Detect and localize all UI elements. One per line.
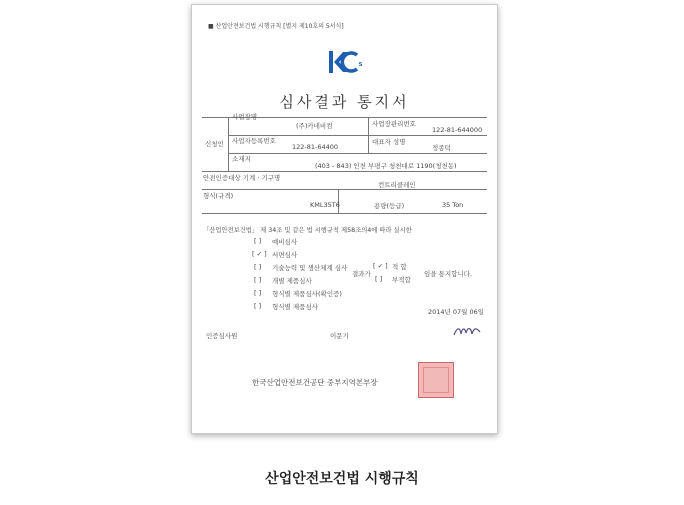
business-name-value: (주)카네비컴 (296, 122, 333, 130)
document-title: 심사결과 통지서 (279, 93, 410, 111)
check-box: [ ] (254, 289, 262, 297)
svg-text:s: s (358, 61, 363, 68)
kcs-logo-icon (328, 49, 364, 77)
certificate-document (191, 4, 498, 434)
representative-label: 대표자 성명 (372, 138, 406, 146)
examiner-name: 이문기 (330, 332, 349, 340)
notice-text: 임을 통지합니다. (424, 270, 473, 278)
check-label: 서면심사 (272, 251, 298, 259)
machine-value: 컨트리클레인 (378, 181, 416, 189)
model-value: KML35T6 (310, 201, 340, 209)
business-reg-no-value: 122-81-64400 (292, 143, 339, 151)
machine-label: 안전인증대상 기계 · 기구명 (203, 174, 281, 182)
result-option: 적 합 (392, 263, 407, 271)
table-line (202, 171, 487, 172)
result-box: [ ] (375, 275, 383, 283)
table-line (368, 117, 369, 153)
capacity-value: 35 Ton (442, 201, 464, 209)
applicant-label: 신청인 (205, 140, 224, 148)
table-line (228, 153, 487, 154)
form-header-note: ■ 산업안전보건법 시행규칙 [별지 제10호의 5서식] (208, 23, 344, 30)
check-label: 형식별 제품심사(확인증) (272, 290, 342, 298)
table-line (228, 117, 229, 171)
check-label: 개별 제품심사 (272, 277, 312, 285)
table-line (202, 189, 487, 190)
table-line (202, 213, 487, 214)
business-name-label: 사업장명 (232, 113, 258, 121)
check-label: 예비심사 (272, 238, 298, 246)
check-box: [ ] (254, 276, 262, 284)
image-caption: 산업안전보건법 시행규칙 (265, 471, 419, 487)
business-reg-no-label: 사업자등록번호 (232, 137, 276, 145)
check-label: 형식별 제품심사 (272, 303, 319, 311)
check-box: [ ] (254, 237, 262, 245)
check-box: [ ] (254, 263, 262, 271)
representative-value: 정종덕 (432, 144, 451, 152)
examiner-label: 인증심사원 (206, 332, 238, 340)
signature-mark (452, 323, 482, 339)
result-label: 결과가 (352, 270, 371, 278)
check-box: [ ] (254, 302, 262, 310)
check-box: [ ✓ ] (252, 250, 267, 258)
model-label: 형식(규격) (203, 192, 234, 200)
address-label: 소재지 (232, 155, 251, 163)
issue-date: 2014년 07월 06일 (428, 308, 485, 316)
address-value: (403 - 843) 인천 부평구 청천대로 1190(청천동) (315, 162, 457, 170)
business-mgmt-no-label: 사업장관리번호 (372, 120, 416, 128)
capacity-label: 용량(등급) (374, 202, 405, 210)
result-option: 부적합 (392, 276, 411, 284)
organization-name: 한국산업안전보건공단 중부지역본부장 (252, 378, 378, 387)
official-seal-stamp (418, 362, 454, 398)
result-box: [ ✓ ] (373, 262, 388, 270)
statement-text: 「산업안전보건법」 제 34조 및 같은 법 시행규칙 제58조의4에 따라 실시한 (203, 227, 412, 234)
business-mgmt-no-value: 122-81-644000 (432, 126, 483, 134)
check-label: 기술능력 및 생산체계 심사 (272, 264, 348, 272)
